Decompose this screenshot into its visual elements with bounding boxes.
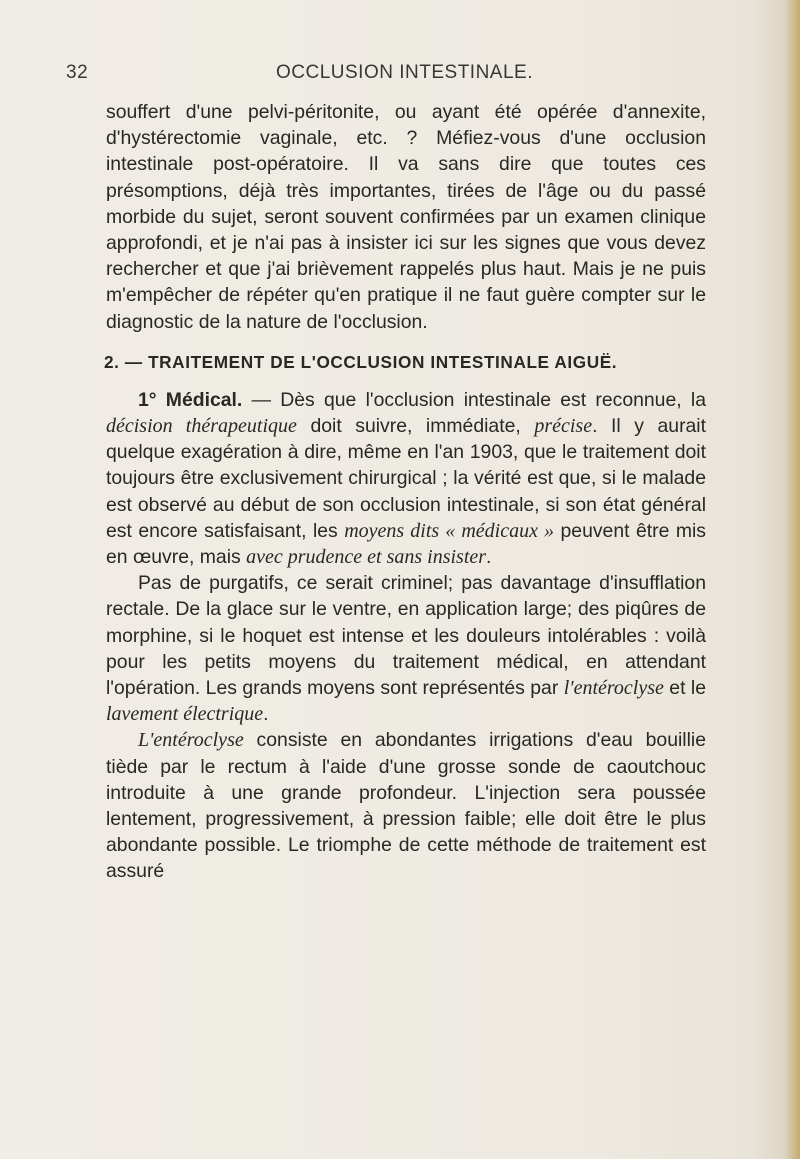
text-run: peuvent être mis en œuvre, mais	[106, 519, 706, 569]
subsection-label: 1° Médical.	[138, 388, 243, 411]
text-run: — Dès que l'occlusion intestinale est reconnue, la	[242, 388, 706, 411]
paragraph-medical-treatment	[106, 387, 706, 570]
text-run: Pas de purgatifs, ce serait criminel; pas davantage d'insufflation rectale. De la glace sur le ventre, en application large; des piqûres de morphine, si le hoquet est intense et les douleurs intolérables : voilà pour les petits moyens du traitement médical, en attendant l'opération. Les grands moyens sont représentés par	[106, 572, 706, 700]
text-run: doit suivre, immédiate,	[296, 415, 535, 438]
italic-term: précise	[534, 415, 593, 438]
italic-term: lavement électrique	[106, 703, 264, 726]
text-run: . Il y aurait quelque exagération à dire, même en l'an 1903, que le traitement doit toujours être exclusivement chirurgical ; la vérité est que, si le malade est observé au début de son occlusion intestinale, si son état général est encore satisfaisant, les	[106, 415, 707, 542]
text-run: et le	[663, 677, 706, 700]
italic-term: moyens dits « médicaux »	[344, 519, 555, 542]
page-number: 32	[66, 62, 89, 83]
text-run: consiste en abondantes irrigations d'eau bouillie tiède par le rectum à l'aide d'une grosse sonde de caoutchouc introduite à une grande profondeur. L'injection sera poussée lentement, progressivement, à pression faible; elle doit être le plus abondante possible. Le triomphe de cette méthode de traitement est assuré	[106, 729, 706, 883]
running-title: OCCLUSION INTESTINALE.	[276, 62, 533, 83]
italic-term: avec prudence et sans insister	[246, 546, 487, 569]
paragraph-continuation: souffert d'une pelvi-péritonite, ou ayant été opérée d'annexite, d'hystérectomie vaginale, etc. ? Méfiez-vous d'une occlusion intestinale post-opératoire. Il va sans dire que toutes ces présomptions, déjà très importantes, tirées de l'âge ou du passé morbide du sujet, seront souvent confirmées par un examen clinique approfondi, et je n'ai pas à insister ici sur les signes que vous devez rechercher et que j'ai brièvement rappelés plus haut. Mais je ne puis m'empêcher de répéter qu'en pratique il ne faut guère compter sur le diagnostic de la nature de l'occlusion.	[106, 101, 706, 333]
italic-term: l'entéroclyse	[563, 677, 664, 700]
paragraph-small-means	[106, 570, 706, 727]
body-text	[106, 99, 706, 885]
paragraph-enteroclysis	[106, 727, 706, 884]
italic-term: décision thérapeutique	[106, 415, 297, 438]
page-edge-shadow	[786, 0, 800, 1159]
text-run: .	[263, 703, 269, 726]
text-run: .	[486, 546, 492, 569]
section-heading: 2. — TRAITEMENT DE L'OCCLUSION INTESTINALE AIGUË.	[104, 351, 618, 372]
italic-term: L'entéroclyse	[138, 729, 244, 752]
running-header	[66, 62, 730, 86]
